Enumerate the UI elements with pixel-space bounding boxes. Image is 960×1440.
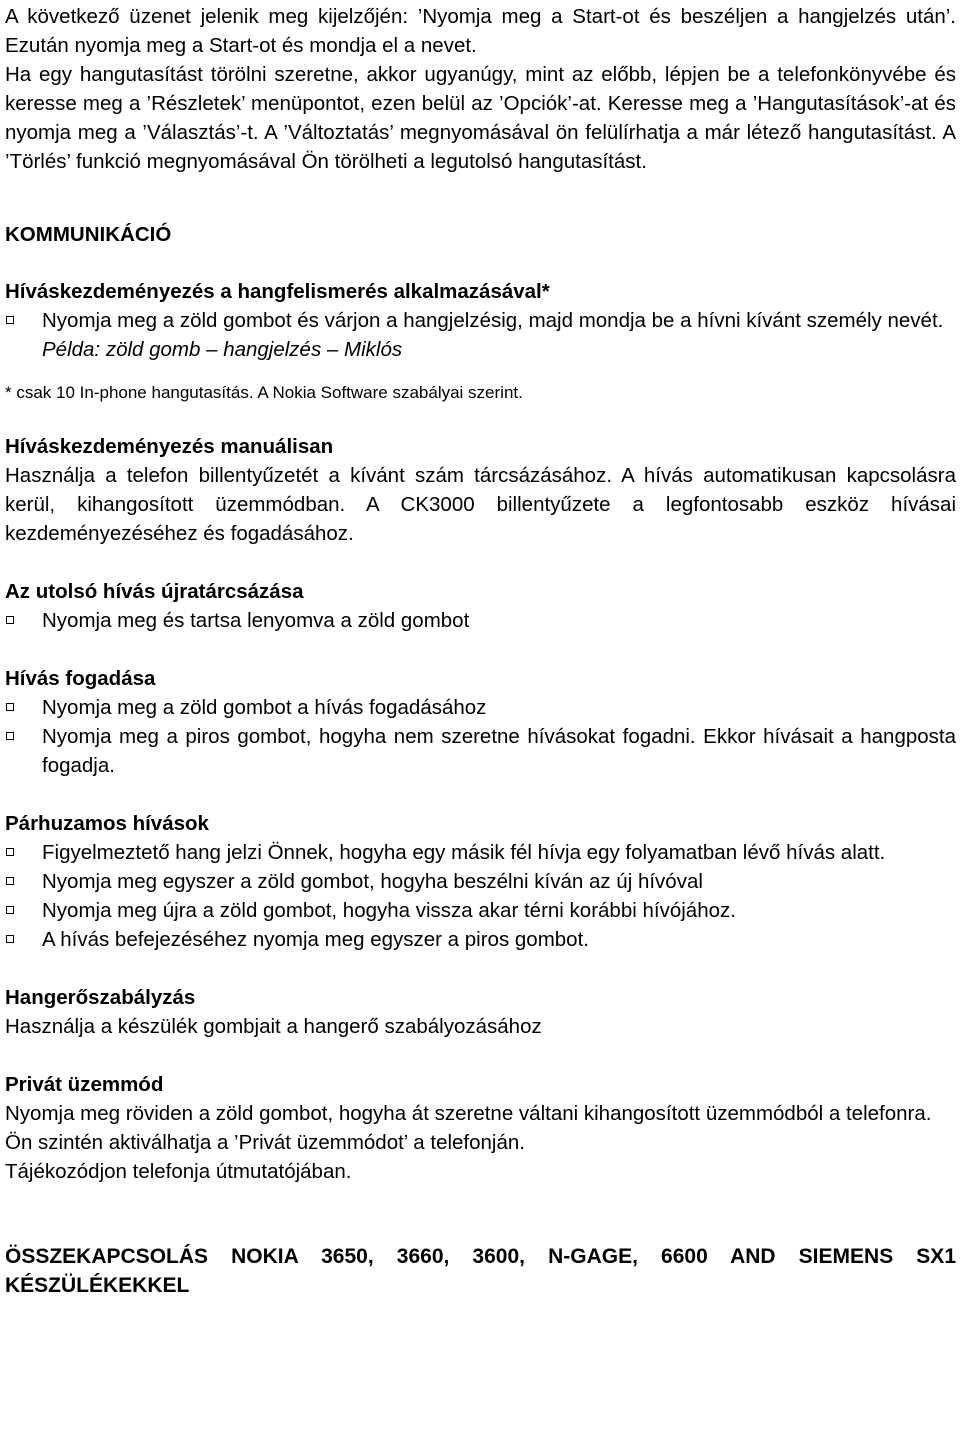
- voice-dial-list: [5, 306, 956, 335]
- list-item: Nyomja meg újra a zöld gombot, hogyha vissza akar térni korábbi hívójához.: [5, 896, 956, 925]
- parallel-calls-title: Párhuzamos hívások: [5, 812, 209, 835]
- private-mode-title: Privát üzemmód: [5, 1073, 164, 1096]
- voice-dial-example: Példa: zöld gomb – hangjelzés – Miklós: [42, 338, 403, 361]
- redial-title: Az utolsó hívás újratárcsázása: [5, 580, 304, 603]
- checkbox-bullet-icon: [6, 616, 14, 624]
- voice-dial-note: * csak 10 In-phone hangutasítás. A Nokia Software szabályai szerint.: [5, 383, 523, 402]
- checkbox-bullet-icon: [6, 316, 14, 324]
- parallel-calls-list: [5, 838, 956, 954]
- private-mode-line-1: Nyomja meg röviden a zöld gombot, hogyha át szeretne váltani kihangosított üzemmódból a telefonra.: [5, 1102, 932, 1125]
- list-item: Nyomja meg a zöld gombot és várjon a hangjelzésig, majd mondja be a hívni kívánt személy nevét.: [5, 306, 956, 335]
- intro-paragraph-2: Ha egy hangutasítást törölni szeretne, akkor ugyanúgy, mint az előbb, lépjen be a telefonkönyvébe és keresse meg a ’Részletek’ menüpontot, ezen belül az ’Opciók’-at. Keresse meg a ’Hangutasítások’-at és nyomja meg a ’Választás’-t. A ’Változtatás’ megnyomásával ön felülírhatja a már létező hangutasítást. A ’Törlés’ funkció megnyomásával Ön törölheti a legutolsó hangutasítást.: [5, 63, 956, 173]
- checkbox-bullet-icon: [6, 848, 14, 856]
- checkbox-bullet-icon: [6, 703, 14, 711]
- manual-dial-text: Használja a telefon billentyűzetét a kívánt szám tárcsázásához. A hívás automatikusan kapcsolásra kerül, kihangosított üzemmódban. A CK3000 billentyűzete a legfontosabb eszköz hívásai kezdeményezéséhez és fogadásához.: [5, 464, 956, 545]
- list-item: Nyomja meg és tartsa lenyomva a zöld gombot: [5, 606, 956, 635]
- list-item: A hívás befejezéséhez nyomja meg egyszer a piros gombot.: [5, 925, 956, 954]
- manual-dial-title: Híváskezdeményezés manuálisan: [5, 435, 334, 458]
- answer-title: Hívás fogadása: [5, 667, 156, 690]
- answer-list: [5, 693, 956, 780]
- list-item: Nyomja meg a zöld gombot a hívás fogadásához: [5, 693, 956, 722]
- redial-list: [5, 606, 956, 635]
- communication-heading: KOMMUNIKÁCIÓ: [5, 223, 172, 246]
- list-item: Nyomja meg egyszer a zöld gombot, hogyha beszélni kíván az új hívóval: [5, 867, 956, 896]
- intro-paragraph-1: A következő üzenet jelenik meg kijelzőjén: ’Nyomja meg a Start-ot és beszéljen a hangjelzés után’. Ezután nyomja meg a Start-ot és mondja el a nevet.: [5, 5, 956, 57]
- list-item: Figyelmeztető hang jelzi Önnek, hogyha egy másik fél hívja egy folyamatban lévő hívás alatt.: [5, 838, 956, 867]
- checkbox-bullet-icon: [6, 935, 14, 943]
- volume-text: Használja a készülék gombjait a hangerő szabályozásához: [5, 1015, 542, 1038]
- connection-heading: ÖSSZEKAPCSOLÁS NOKIA 3650, 3660, 3600, N-GAGE, 6600 AND SIEMENS SX1 KÉSZÜLÉKEKKEL: [5, 1245, 956, 1297]
- volume-title: Hangerőszabályzás: [5, 986, 196, 1009]
- list-item: Nyomja meg a piros gombot, hogyha nem szeretne hívásokat fogadni. Ekkor hívásait a hangposta fogadja.: [5, 722, 956, 780]
- private-mode-line-2: Ön szintén aktiválhatja a ’Privát üzemmódot’ a telefonján.: [5, 1131, 525, 1154]
- voice-dial-title: Híváskezdeményezés a hangfelismerés alkalmazásával*: [5, 280, 550, 303]
- checkbox-bullet-icon: [6, 732, 14, 740]
- checkbox-bullet-icon: [6, 877, 14, 885]
- private-mode-line-3: Tájékozódjon telefonja útmutatójában.: [5, 1160, 352, 1183]
- checkbox-bullet-icon: [6, 906, 14, 914]
